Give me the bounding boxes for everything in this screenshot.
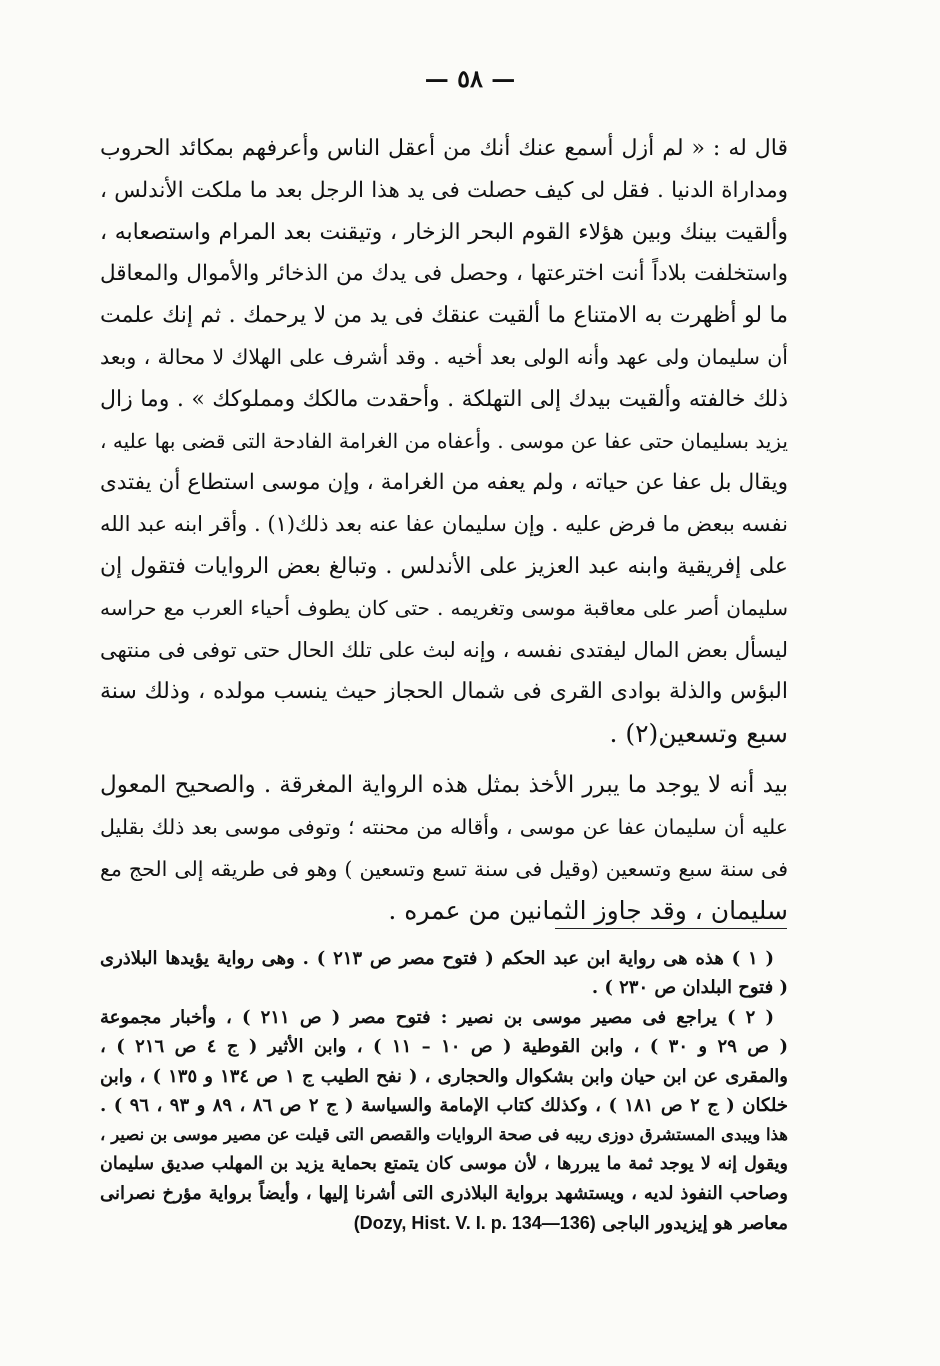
text-line: قال له : « لم أزل أسمع عنك أنك من أعقل الناس وأعرفهم بمكائد الحروب: [100, 136, 788, 161]
footnote-divider: [555, 928, 787, 929]
footnote-line: ويقول إنه لا يوجد ثمة ما يبررها ، لأن موسى كان يتمتع بحماية يزيد بن المهلب صديق سليمان: [100, 1153, 788, 1174]
text-line: البؤس والذلة بوادى القرى فى شمال الحجاز حيث ينسب مولده ، وذلك سنة: [100, 679, 788, 705]
text-line: سليمان أصر على معاقبة موسى وتغريمه . حتى كان يطوف أحياء العرب مع حراسه: [100, 595, 788, 620]
text-line: سليمان ، وقد جاوز الثمانين من عمره .: [388, 896, 788, 926]
footnote-line: ( ٢ ) يراجع فى مصير موسى بن نصير : فتوح مصر ( ص ٢١١ ) ، وأخبار مجموعة: [100, 1006, 774, 1028]
page-number: — ٥٨ —: [424, 64, 516, 93]
text-line: ومداراة الدنيا . فقل لى كيف حصلت فى يد هذا الرجل بعد ما ملكت الأندلس ،: [100, 177, 788, 203]
footnote-1: [100, 944, 788, 1003]
footnote-line: ( فتوح البلدان ص ٢٣٠ ) .: [591, 977, 788, 999]
text-line: سبع وتسعين(٢) .: [609, 719, 788, 749]
text-line: فى سنة سبع وتسعين (وقيل فى سنة تسع وتسعين ) وهو فى طريقه إلى الحج مع: [100, 856, 788, 881]
footnote-line: وصاحب النفوذ لديه ، ويستشهد برواية البلاذرى التى أشرنا إليها ، وأيضاً برواية مؤرخ نصرانى: [100, 1183, 788, 1205]
text-line: يزيد بسليمان حتى عفا عن موسى . وأعفاه من الغرامة الفادحة التى قضى بها عليه ،: [100, 428, 788, 453]
text-line: ليسأل بعض المال ليفتدى نفسه ، وإنه لبث على تلك الحال حتى توفى فى منتهى: [100, 637, 788, 662]
footnote-2: [100, 1003, 788, 1238]
footnote-line-citation: [100, 1209, 788, 1238]
text-line: واستخلفت بلاداً أنت اخترعتها ، وحصل فى يدك من الذخائر والأموال والمعاقل: [100, 261, 788, 287]
footnotes: [100, 944, 788, 1238]
text-line: عليه أن سليمان عفا عن موسى ، وأقاله من محنته ؛ وتوفى موسى بعد ذلك بقليل: [100, 814, 788, 839]
text-line: بيد أنه لا يوجد ما يبرر الأخذ بمثل هذه الرواية المغرقة . والصحيح المعول: [100, 771, 788, 798]
footnote-line: ( ص ٢٩ و ٣٠ ) ، وابن القوطية ( ص ١٠ – ١١ ) ، وابن الأثير ( ج ٤ ص ٢١٦ ) ،: [100, 1036, 789, 1058]
footnote-line: والمقرى عن ابن حيان وابن بشكوال والحجارى ، ( نفح الطيب ج ١ ص ١٣٤ و ١٣٥ ) ، وابن: [100, 1065, 789, 1087]
dozy-citation: (Dozy, Hist. V. I. p. 134—136): [353, 1212, 596, 1233]
paragraph-2: [100, 765, 788, 932]
text-line: ما لو أظهرت به الامتناع ما ألقيت عنقك فى يد من لا يرحمك . ثم إنك علمت: [100, 303, 788, 329]
text-line: ويقال بل عفا عن حياته ، ولم يعفه من الغرامة ، وإن موسى استطاع أن يفتدى: [100, 470, 788, 496]
footnote-line: هذا ويبدى المستشرق دوزى ريبه فى صحة الروايات والقصص التى قيلت عن مصير موسى بن نصير ،: [100, 1125, 788, 1145]
text-line: ذلك خالفته وألقيت بيدك إلى التهلكة . وأحقدت مالكك ومملوكك » . وما زال: [100, 386, 788, 412]
footnote-line: ( ١ ) هذه هى رواية ابن عبد الحكم ( فتوح مصر ص ٢١٣ ) . وهى رواية يؤيدها البلاذرى: [100, 948, 774, 969]
text-line: أن سليمان ولى عهد وأنه الولى بعد أخيه . وقد أشرف على الهلاك لا محالة ، وبعد: [100, 344, 788, 369]
main-text: [100, 128, 788, 932]
text-line: نفسه ببعض ما فرض عليه . وإن سليمان عفا عنه بعد ذلك(١) . وأقر ابنه عبد الله: [100, 512, 788, 537]
footnote-line: خلكان ( ج ٢ ص ١٨١ ) ، وكذلك كتاب الإمامة والسياسة ( ج ٢ ص ٨٦ ، ٨٩ و ٩٣ ، ٩٦ ) .: [100, 1094, 789, 1116]
text-line: على إفريقية وابنه عبد العزيز على الأندلس . وتبالغ بعض الروايات فتقول إن: [100, 553, 788, 579]
text-line: وألقيت بينك وبين هؤلاء القوم البحر الزخار ، وتيقنت بعد المرام واستصعابه ،: [100, 219, 788, 245]
paragraph-1: [100, 128, 788, 755]
footnote-arabic-text: معاصر هو إيزيدور الباجى: [602, 1212, 788, 1234]
